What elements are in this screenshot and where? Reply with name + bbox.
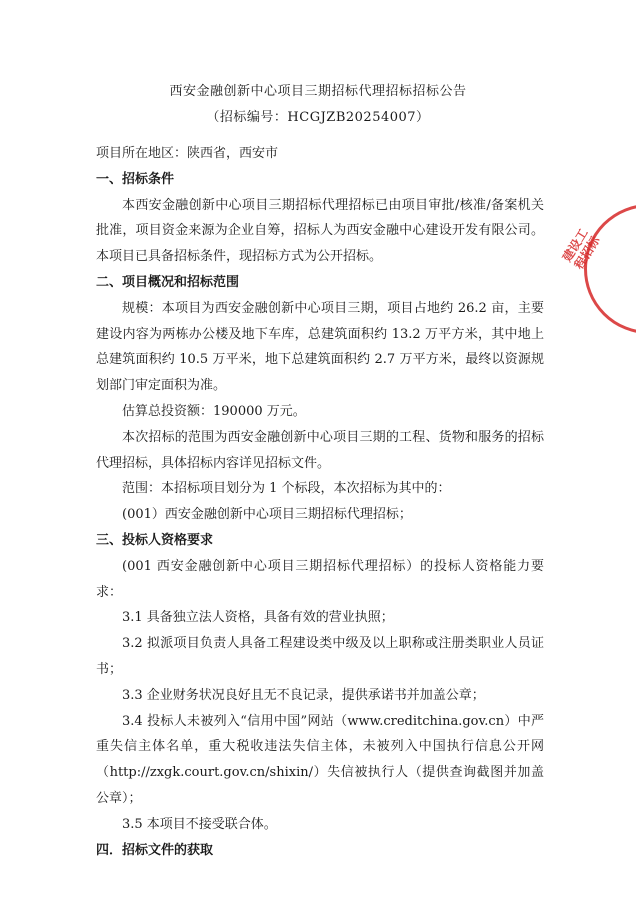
section-heading: 四．招标文件的获取 [96, 842, 214, 858]
section-heading: 一、招标条件 [96, 171, 175, 187]
document-body [96, 141, 544, 863]
tender-number: （招标编号：HCGJZB20254007） [206, 110, 430, 125]
paragraph: 估算总投资额：190000 万元。 [122, 403, 306, 419]
seal-stamp-text: 建设工程招标 [559, 226, 603, 272]
paragraph: 3.1 具备独立法人资格，具备有效的营业执照； [122, 610, 394, 626]
section-heading: 三、投标人资格要求 [96, 532, 214, 548]
paragraph: 3.5 本项目不接受联合体。 [122, 816, 277, 832]
paragraph: 本次招标的范围为西安金融创新中心项目三期的工程、货物和服务的招标代理招标，具体招标内容详见招标文件。 [96, 429, 544, 471]
paragraph: 3.3 企业财务状况良好且无不良记录，提供承诺书并加盖公章； [122, 687, 485, 703]
paragraph: (001 西安金融创新中心项目三期招标代理招标）的投标人资格能力要求： [96, 558, 544, 600]
paragraph: 范围：本招标项目划分为 1 个标段，本次招标为其中的： [122, 481, 451, 497]
section-heading: 二、项目概况和招标范围 [96, 274, 240, 290]
paragraph: 规模：本项目为西安金融创新中心项目三期，项目占地约 26.2 亩，主要建设内容为两栋办公楼及地下车库，总建筑面积约 13.2 万平方米，其中地上总建筑面积约 10.5 万平米，地下总建筑面积约 2.7 万平方米，最终以资源规划部门审定面积为准。 [96, 300, 544, 394]
paragraph: 本西安金融创新中心项目三期招标代理招标已由项目审批/核准/备案机关批准，项目资金来源为企业自筹，招标人为西安金融中心建设开发有限公司。本项目已具备招标条件，现招标方式为公开招标。 [96, 197, 544, 265]
location-line: 项目所在地区：陕西省，西安市 [96, 146, 279, 161]
paragraph: 3.4 投标人未被列入“信用中国”网站（www.creditchina.gov.cn）中严重失信主体名单，重大税收违法失信主体，未被列入中国执行信息公开网（http://zxgk.court.gov.cn/shixin/）失信被执行人（提供查询截图并加盖公章）； [96, 713, 544, 806]
document-title: 西安金融创新中心项目三期招标代理招标招标公告 [169, 84, 467, 99]
paragraph: 3.2 拟派项目负责人具备工程建设类中级及以上职称或注册类职业人员证书； [96, 636, 544, 677]
paragraph: (001）西安金融创新中心项目三期招标代理招标； [122, 507, 412, 523]
